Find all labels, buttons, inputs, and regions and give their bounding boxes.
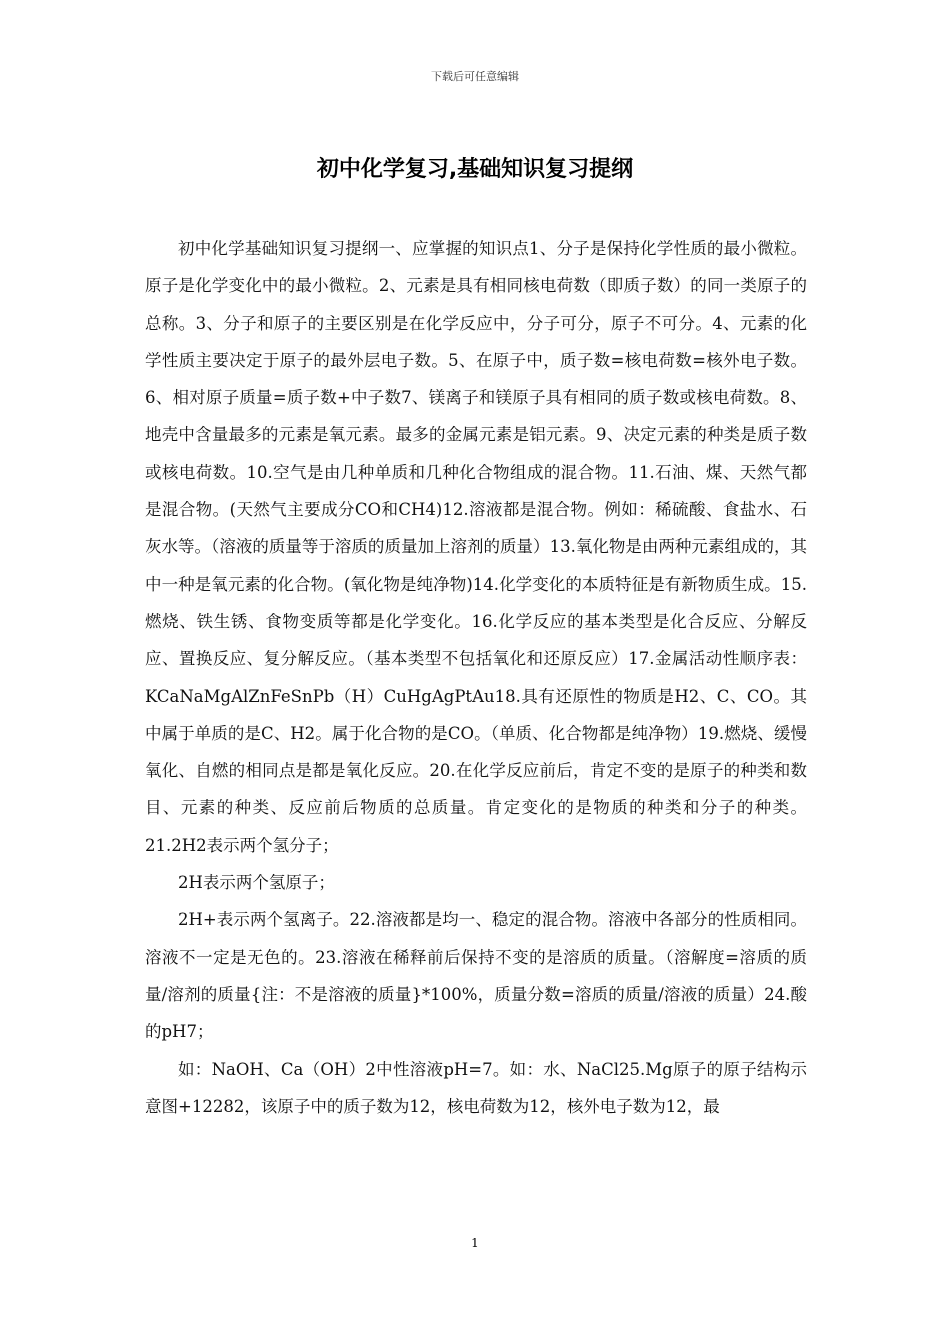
paragraph: 2H+表示两个氢离子。22.溶液都是均一、稳定的混合物。溶液中各部分的性质相同。溶液不一定是无色的。23.溶液在稀释前后保持不变的是溶质的质量。（溶解度=溶质的质量/溶剂的质量{注：不是溶液的质量}*100%，质量分数=溶质的质量/溶液的质量）24.酸的pH7；	[145, 910, 807, 1042]
page-header: 下载后可任意编辑	[431, 70, 519, 83]
page-number: 1	[471, 1236, 479, 1250]
document-title: 初中化学复习,基础知识复习提纲	[316, 157, 634, 182]
paragraph: 如：NaOH、Ca（OH）2中性溶液pH=7。如：水、NaCl25.Mg原子的原子结构示意图+12282，该原子中的质子数为12，核电荷数为12，核外电子数为12，最	[145, 1059, 807, 1116]
document-body	[145, 230, 807, 1125]
paragraph: 初中化学基础知识复习提纲一、应掌握的知识点1、分子是保持化学性质的最小微粒。原子是化学变化中的最小微粒。2、元素是具有相同核电荷数（即质子数）的同一类原子的总称。3、分子和原子的主要区别是在化学反应中，分子可分，原子不可分。4、元素的化学性质主要决定于原子的最外层电子数。5、在原子中，质子数=核电荷数=核外电子数。6、相对原子质量=质子数+中子数7、镁离子和镁原子具有相同的质子数或核电荷数。8、地壳中含量最多的元素是氧元素。最多的金属元素是铝元素。9、决定元素的种类是质子数或核电荷数。10.空气是由几种单质和几种化合物组成的混合物。11.石油、煤、天然气都是混合物。(天然气主要成分CO和CH4)12.溶液都是混合物。例如：稀硫酸、食盐水、石灰水等。（溶液的质量等于溶质的质量加上溶剂的质量）13.氧化物是由两种元素组成的，其中一种是氧元素的化合物。(氧化物是纯净物)14.化学变化的本质特征是有新物质生成。15.燃烧、铁生锈、食物变质等都是化学变化。16.化学反应的基本类型是化合反应、分解反应、置换反应、复分解反应。（基本类型不包括氧化和还原反应）17.金属活动性顺序表：KCaNaMgAlZnFeSnPb（H）CuHgAgPtAu18.具有还原性的物质是H2、C、CO。其中属于单质的是C、H2。属于化合物的是CO。（单质、化合物都是纯净物）19.燃烧、缓慢氧化、自燃的相同点是都是氧化反应。20.在化学反应前后，肯定不变的是原子的种类和数目、元素的种类、反应前后物质的总质量。肯定变化的是物质的种类和分子的种类。21.2H2表示两个氢分子；	[145, 239, 807, 855]
paragraph: 2H表示两个氢原子；	[178, 873, 335, 893]
